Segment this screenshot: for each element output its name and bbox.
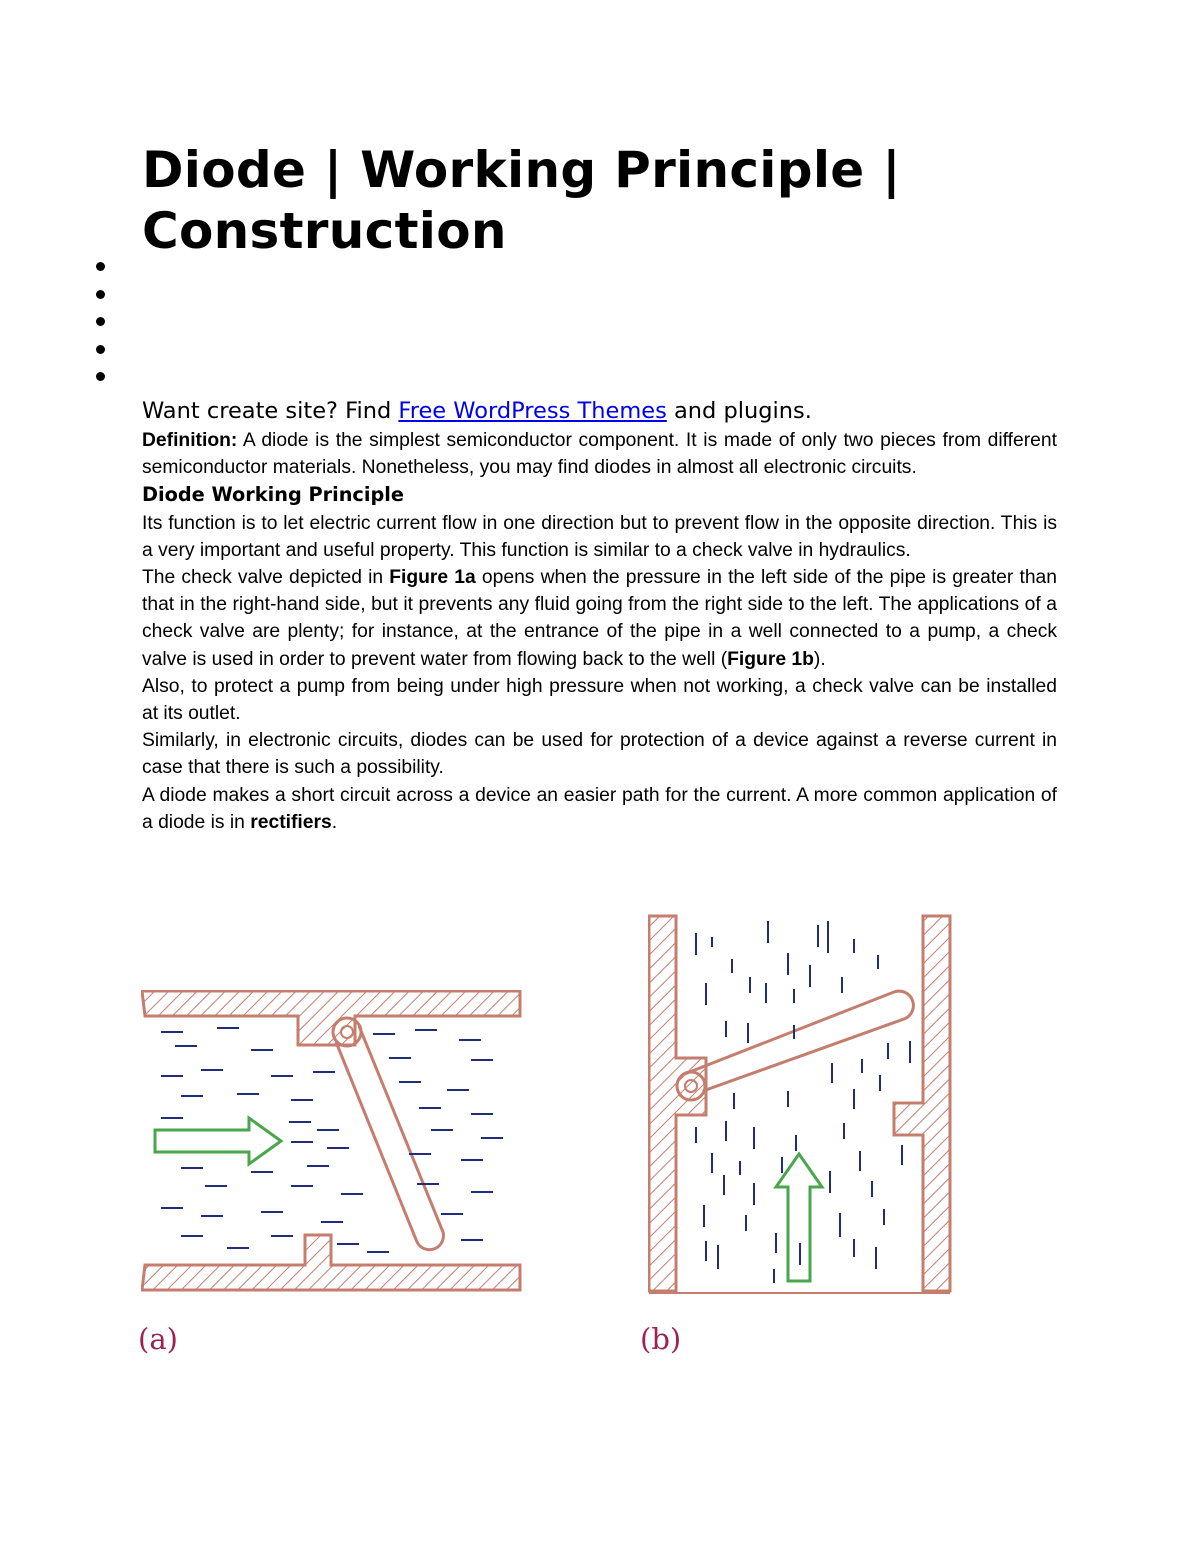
page-title: Diode | Working Principle | Construction [142,141,901,260]
text-run: A diode makes a short circuit across a device an easier path for the current. A more common application of a diode is in [142,784,1057,833]
promo-line [142,395,812,427]
rectifier-paragraph [142,782,1057,836]
figure-1b-check-valve-vertical [648,913,954,1297]
empty-bullet-list [96,262,105,400]
valve-flap [333,1018,443,1250]
pump-paragraph: Also, to protect a pump from being under high pressure when not working, a check valve can be installed at its outlet. [142,675,1057,725]
figure-b-caption: (b) [640,1322,682,1356]
bullet-dot [96,345,105,354]
bullet-dot [96,317,105,326]
definition-text: A diode is the simplest semiconductor component. It is made of only two pieces from different semiconductor materials. Nonetheless, you may find diodes in almost all electronic circuits. [142,430,1057,479]
text-run: ). [813,648,826,670]
rectifiers-term: rectifiers [250,811,332,833]
bullet-dot [96,372,105,381]
pipe-wall [142,991,520,1290]
pipe-wall [649,916,950,1291]
bullet-dot [96,290,105,299]
text-run: The check valve depicted in [142,567,390,589]
function-paragraph: Its function is to let electric current flow in one direction but to prevent flow in the opposite direction. This is a very important and useful property. This function is similar to a check valve in hydraulics. [142,512,1057,561]
article-body [142,427,1057,836]
definition-label: Definition: [142,430,238,451]
text-run: . [331,811,338,833]
figure-1a-ref: Figure 1a [389,567,476,589]
figure-1a-check-valve-horizontal [141,990,523,1296]
flow-arrow [155,1118,281,1164]
bullet-dot [96,262,105,271]
check-valve-paragraph [142,564,1057,673]
promo-text-after: and plugins. [666,398,812,424]
figure-1b-ref: Figure 1b [727,648,814,670]
fluid-dashes [161,1028,503,1252]
figure-a-caption: (a) [138,1322,178,1356]
definition-paragraph [142,427,1057,481]
free-wordpress-themes-link[interactable]: Free WordPress Themes [398,398,667,424]
section-heading [142,481,1057,509]
electronic-paragraph: Similarly, in electronic circuits, diodes can be used for protection of a device against a reverse current in case that there is such a possibility. [142,730,1057,779]
section-heading-text: Diode Working Principle [142,483,404,507]
valve-flap [677,991,913,1100]
fluid-dashes [696,921,910,1283]
promo-text-before: Want create site? Find [142,398,399,424]
text-run: opens when the pressure in the left side of the pipe is greater than that in the right-hand side, but it prevents any fluid going from the right side to the left. The applications of a check valve are plenty; for instance, at the entrance of the pipe in a well connected to a pump, a check valve is used in order to prevent water from flowing back to the well ( [142,567,1057,670]
